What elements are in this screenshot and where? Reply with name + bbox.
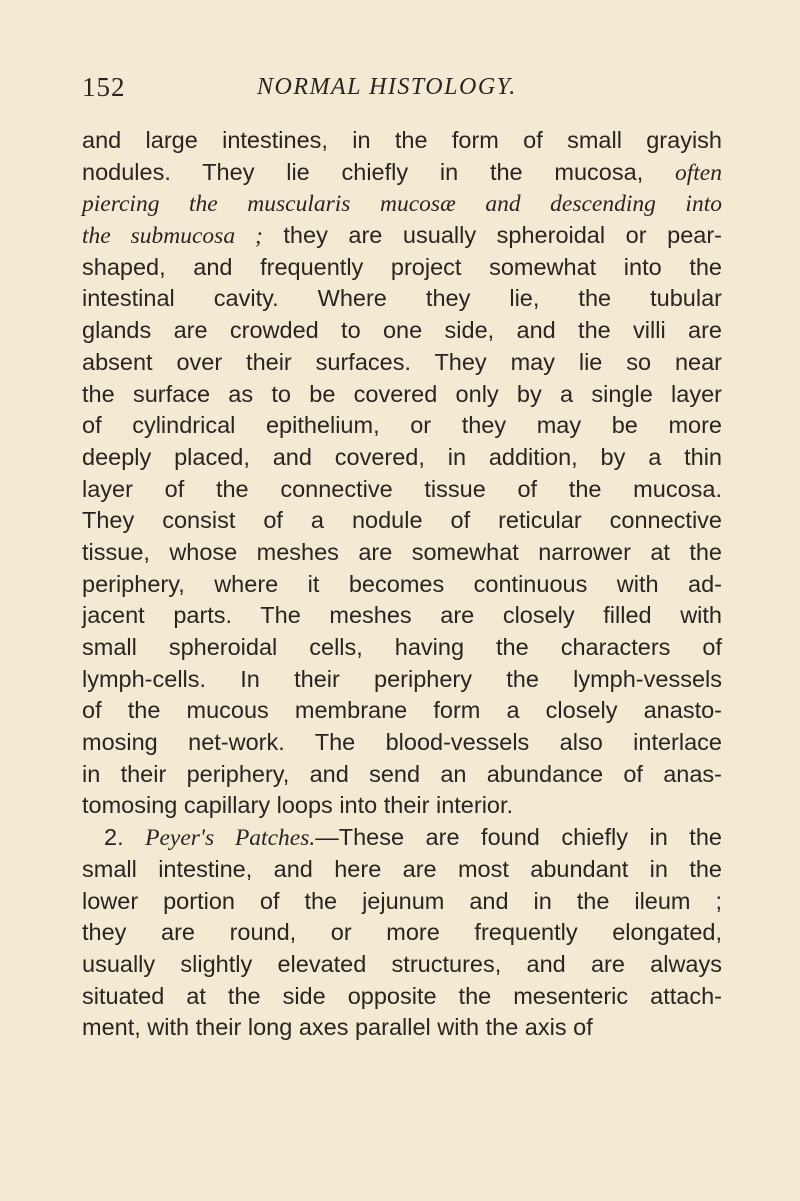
text-line — [82, 759, 722, 791]
text-run: of cylindrical epithelium, or they may be more — [82, 412, 722, 439]
text-line — [82, 252, 722, 284]
text-line — [82, 315, 722, 347]
text-run: jacent parts. The meshes are closely filled with — [82, 602, 722, 629]
text-line — [82, 157, 722, 189]
text-run: small spheroidal cells, having the characters of — [82, 634, 722, 660]
text-line — [82, 537, 722, 569]
text-line — [82, 442, 722, 474]
text-run: tomosing capillary loops into their interior. — [82, 792, 514, 819]
text-run: lower portion of the jejunum and in the ileum ; — [82, 887, 722, 914]
text-run: ment, with their long axes parallel with the axis of — [82, 1014, 593, 1041]
text-run: layer of the connective tissue of the mucosa. — [82, 475, 722, 502]
page-number: 152 — [82, 72, 126, 102]
text-run: small intestine, and here are most abundant in the — [82, 855, 722, 882]
text-run: lymph-cells. In their periphery the lymph-vessels — [82, 665, 722, 692]
text-run: the surface as to be covered only by a single layer — [82, 380, 722, 407]
text-line — [82, 981, 722, 1013]
text-run: intestinal cavity. Where they lie, the tubular — [82, 285, 722, 312]
text-line — [82, 1012, 722, 1044]
body-text — [82, 125, 722, 1044]
text-line — [82, 917, 722, 949]
text-line — [82, 790, 722, 822]
text-run: glands are crowded to one side, and the villi are — [82, 317, 722, 344]
italic-text-run: the submucosa ; — [82, 223, 263, 250]
text-line — [82, 220, 722, 252]
text-line — [82, 125, 722, 157]
italic-text-run: often — [675, 159, 722, 186]
text-line — [82, 569, 722, 601]
text-line — [82, 410, 722, 442]
text-line — [82, 854, 722, 886]
text-line — [82, 474, 722, 506]
text-line — [82, 347, 722, 379]
text-run: they are round, or more frequently elongated, — [82, 919, 722, 946]
italic-text-run: Peyer's Patches. — [145, 825, 316, 852]
text-run: —These are found chiefly in the — [315, 824, 722, 851]
text-run: situated at the side opposite the mesenteric attach- — [82, 982, 722, 1009]
text-line — [82, 727, 722, 759]
text-run: They consist of a nodule of reticular connective — [82, 507, 722, 534]
text-line — [82, 600, 722, 632]
text-run: they are usually spheroidal or pear- — [262, 222, 722, 249]
page-header — [82, 72, 722, 106]
text-line — [82, 695, 722, 727]
text-line — [82, 949, 722, 981]
text-line — [82, 188, 722, 220]
text-run: usually slightly elevated structures, and are always — [82, 950, 722, 977]
text-run: tissue, whose meshes are somewhat narrower at the — [82, 538, 722, 565]
running-head: NORMAL HISTOLOGY. — [257, 74, 517, 100]
text-run: nodules. They lie chiefly in the mucosa, — [82, 158, 675, 185]
text-line — [82, 886, 722, 918]
text-run: and large intestines, in the form of small grayish — [82, 127, 722, 153]
text-run: absent over their surfaces. They may lie so near — [82, 348, 722, 375]
text-run: deeply placed, and covered, in addition, by a thin — [82, 443, 722, 470]
text-line — [82, 283, 722, 315]
text-run: in their periphery, and send an abundance of anas- — [82, 760, 722, 787]
text-run: of the mucous membrane form a closely anasto- — [82, 697, 722, 724]
text-line — [82, 664, 722, 696]
italic-text-run: piercing the muscularis mucosæ and descending into — [82, 191, 722, 218]
text-line — [82, 379, 722, 411]
text-line — [82, 505, 722, 537]
text-line — [82, 632, 722, 664]
text-run: 2. — [104, 824, 146, 851]
text-run: shaped, and frequently project somewhat into the — [82, 253, 722, 280]
text-line — [82, 822, 722, 854]
text-run: mosing net-work. The blood-vessels also interlace — [82, 729, 722, 756]
text-run: periphery, where it becomes continuous with ad- — [82, 570, 722, 597]
